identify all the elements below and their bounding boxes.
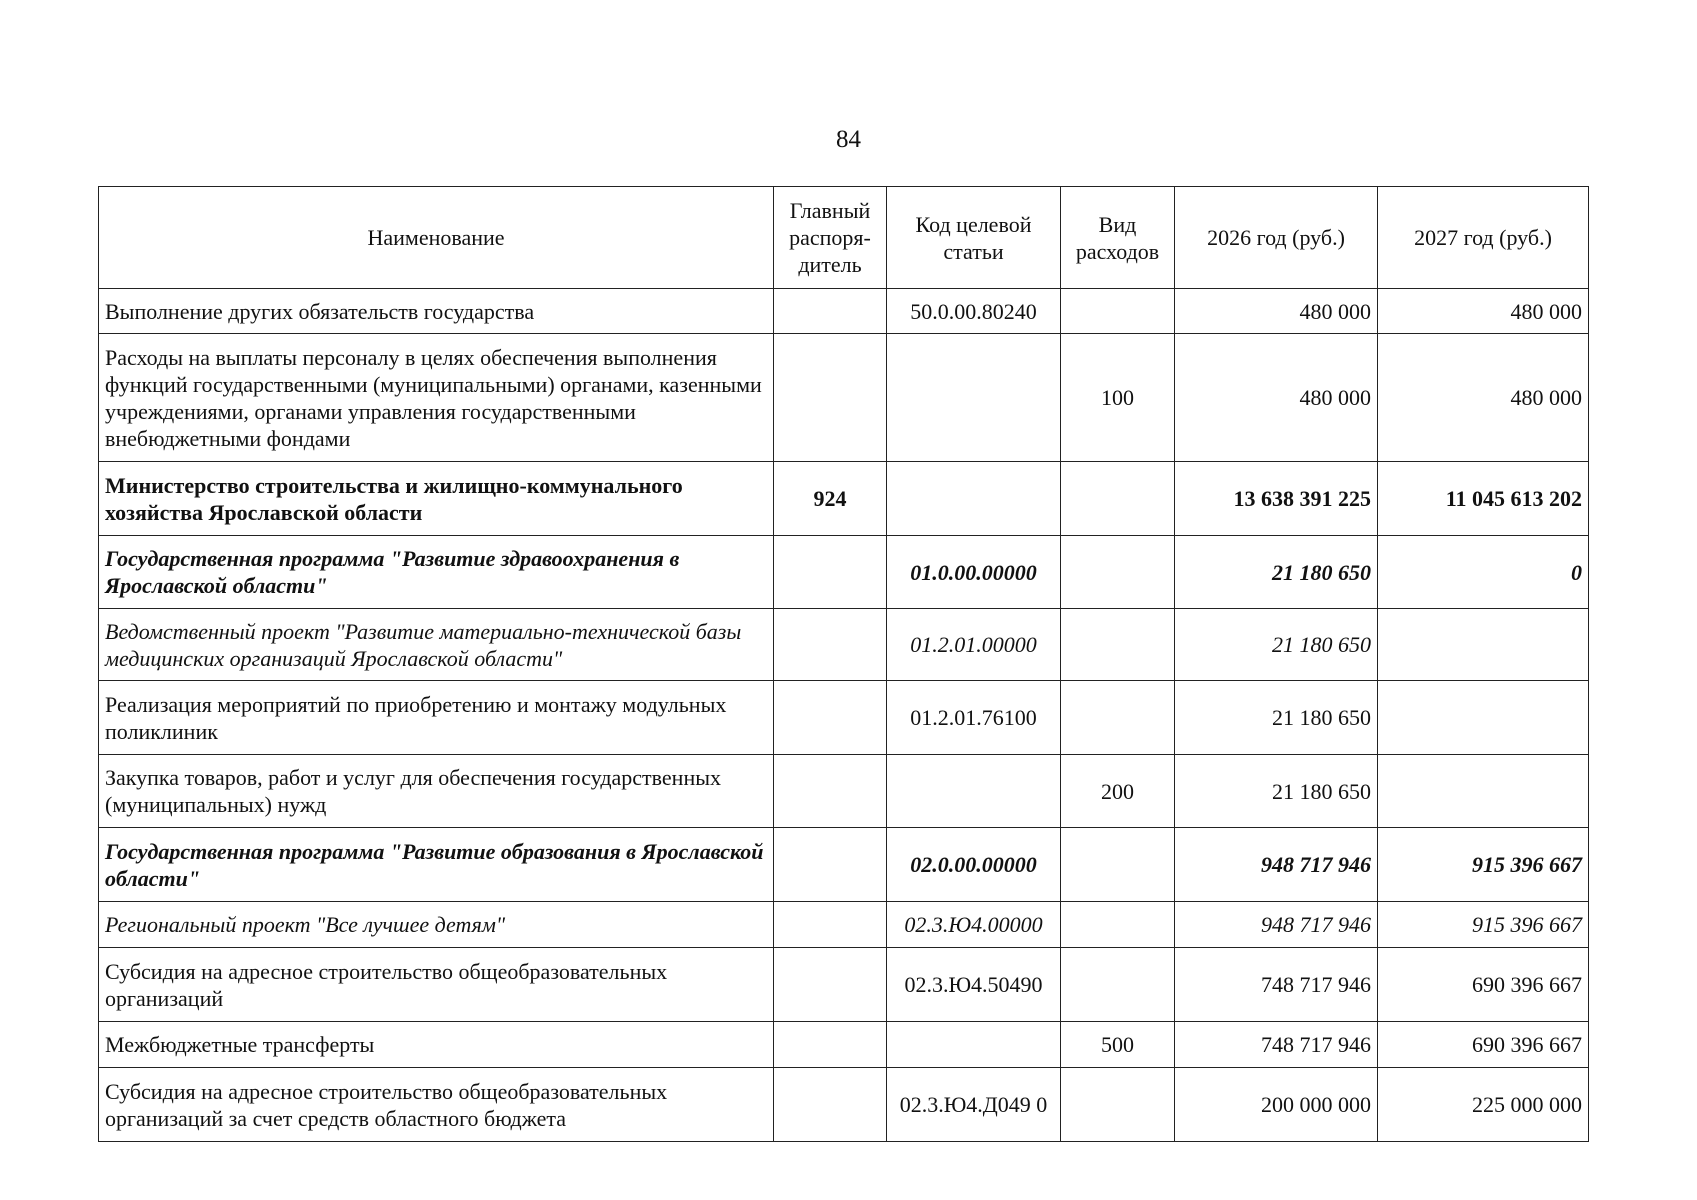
cell-name: Межбюджетные трансферты [99,1022,774,1068]
cell-code [887,462,1061,536]
cell-grbs [774,948,887,1022]
cell-2027 [1378,755,1589,828]
cell-code: 50.0.00.80240 [887,289,1061,334]
table-row [99,948,1589,1022]
cell-grbs [774,609,887,681]
cell-grbs [774,1022,887,1068]
cell-kind [1061,536,1175,609]
cell-2027: 915 396 667 [1378,828,1589,902]
page-number: 84 [836,126,861,153]
table-row [99,462,1589,536]
cell-2027: 225 000 000 [1378,1068,1589,1142]
cell-2027: 690 396 667 [1378,948,1589,1022]
cell-2027: 480 000 [1378,289,1589,334]
cell-code [887,1022,1061,1068]
table-row [99,289,1589,334]
table-row [99,828,1589,902]
budget-table [98,186,1589,1142]
cell-code [887,334,1061,462]
cell-kind [1061,289,1175,334]
cell-name: Расходы на выплаты персоналу в целях обеспечения выполнения функций государственными (муниципальными) органами, казенными учреждениями, органами управления государственными внебюджетными фондами [99,334,774,462]
cell-code [887,755,1061,828]
cell-2026: 21 180 650 [1175,609,1378,681]
cell-kind: 500 [1061,1022,1175,1068]
cell-kind [1061,902,1175,948]
cell-2026: 13 638 391 225 [1175,462,1378,536]
cell-kind [1061,462,1175,536]
cell-kind: 200 [1061,755,1175,828]
header-2026: 2026 год (руб.) [1175,187,1378,289]
cell-name: Субсидия на адресное строительство общеобразовательных организаций за счет средств областного бюджета [99,1068,774,1142]
cell-code: 01.0.00.00000 [887,536,1061,609]
cell-code: 02.3.Ю4.Д049 0 [887,1068,1061,1142]
cell-grbs [774,536,887,609]
table-row [99,1068,1589,1142]
table-row [99,334,1589,462]
cell-2026: 748 717 946 [1175,1022,1378,1068]
cell-code: 01.2.01.00000 [887,609,1061,681]
cell-2027: 915 396 667 [1378,902,1589,948]
cell-kind [1061,681,1175,755]
cell-name: Государственная программа "Развитие образования в Ярославской области" [99,828,774,902]
cell-kind [1061,828,1175,902]
header-kind: Вид расходов [1061,187,1175,289]
cell-2026: 21 180 650 [1175,681,1378,755]
cell-2027: 11 045 613 202 [1378,462,1589,536]
cell-2026: 480 000 [1175,334,1378,462]
cell-kind: 100 [1061,334,1175,462]
cell-grbs [774,334,887,462]
cell-2026: 21 180 650 [1175,755,1378,828]
cell-name: Региональный проект "Все лучшее детям" [99,902,774,948]
cell-grbs: 924 [774,462,887,536]
table-row [99,755,1589,828]
table-row [99,609,1589,681]
header-2027: 2027 год (руб.) [1378,187,1589,289]
cell-code: 02.0.00.00000 [887,828,1061,902]
cell-name: Государственная программа "Развитие здравоохранения в Ярославской области" [99,536,774,609]
cell-grbs [774,755,887,828]
table-row [99,681,1589,755]
cell-kind [1061,948,1175,1022]
cell-kind [1061,609,1175,681]
cell-kind [1061,1068,1175,1142]
header-row [99,187,1589,289]
cell-2027: 480 000 [1378,334,1589,462]
cell-2026: 748 717 946 [1175,948,1378,1022]
cell-2027: 0 [1378,536,1589,609]
cell-2026: 200 000 000 [1175,1068,1378,1142]
cell-grbs [774,681,887,755]
cell-grbs [774,902,887,948]
cell-2026: 948 717 946 [1175,902,1378,948]
cell-name: Закупка товаров, работ и услуг для обеспечения государственных (муниципальных) нужд [99,755,774,828]
cell-2026: 948 717 946 [1175,828,1378,902]
cell-code: 02.3.Ю4.00000 [887,902,1061,948]
cell-2027 [1378,681,1589,755]
header-grbs: Главный распоря-дитель [774,187,887,289]
cell-2026: 21 180 650 [1175,536,1378,609]
cell-code: 02.3.Ю4.50490 [887,948,1061,1022]
cell-grbs [774,1068,887,1142]
cell-name: Субсидия на адресное строительство общеобразовательных организаций [99,948,774,1022]
cell-name: Выполнение других обязательств государства [99,289,774,334]
cell-name: Ведомственный проект "Развитие материально-технической базы медицинских организаций Ярославской области" [99,609,774,681]
cell-name: Реализация мероприятий по приобретению и монтажу модульных поликлиник [99,681,774,755]
cell-name: Министерство строительства и жилищно-коммунального хозяйства Ярославской области [99,462,774,536]
table-row [99,536,1589,609]
cell-2027: 690 396 667 [1378,1022,1589,1068]
cell-code: 01.2.01.76100 [887,681,1061,755]
cell-2026: 480 000 [1175,289,1378,334]
cell-2027 [1378,609,1589,681]
table-row [99,1022,1589,1068]
header-name: Наименование [99,187,774,289]
cell-grbs [774,828,887,902]
table-row [99,902,1589,948]
header-code: Код целевой статьи [887,187,1061,289]
cell-grbs [774,289,887,334]
